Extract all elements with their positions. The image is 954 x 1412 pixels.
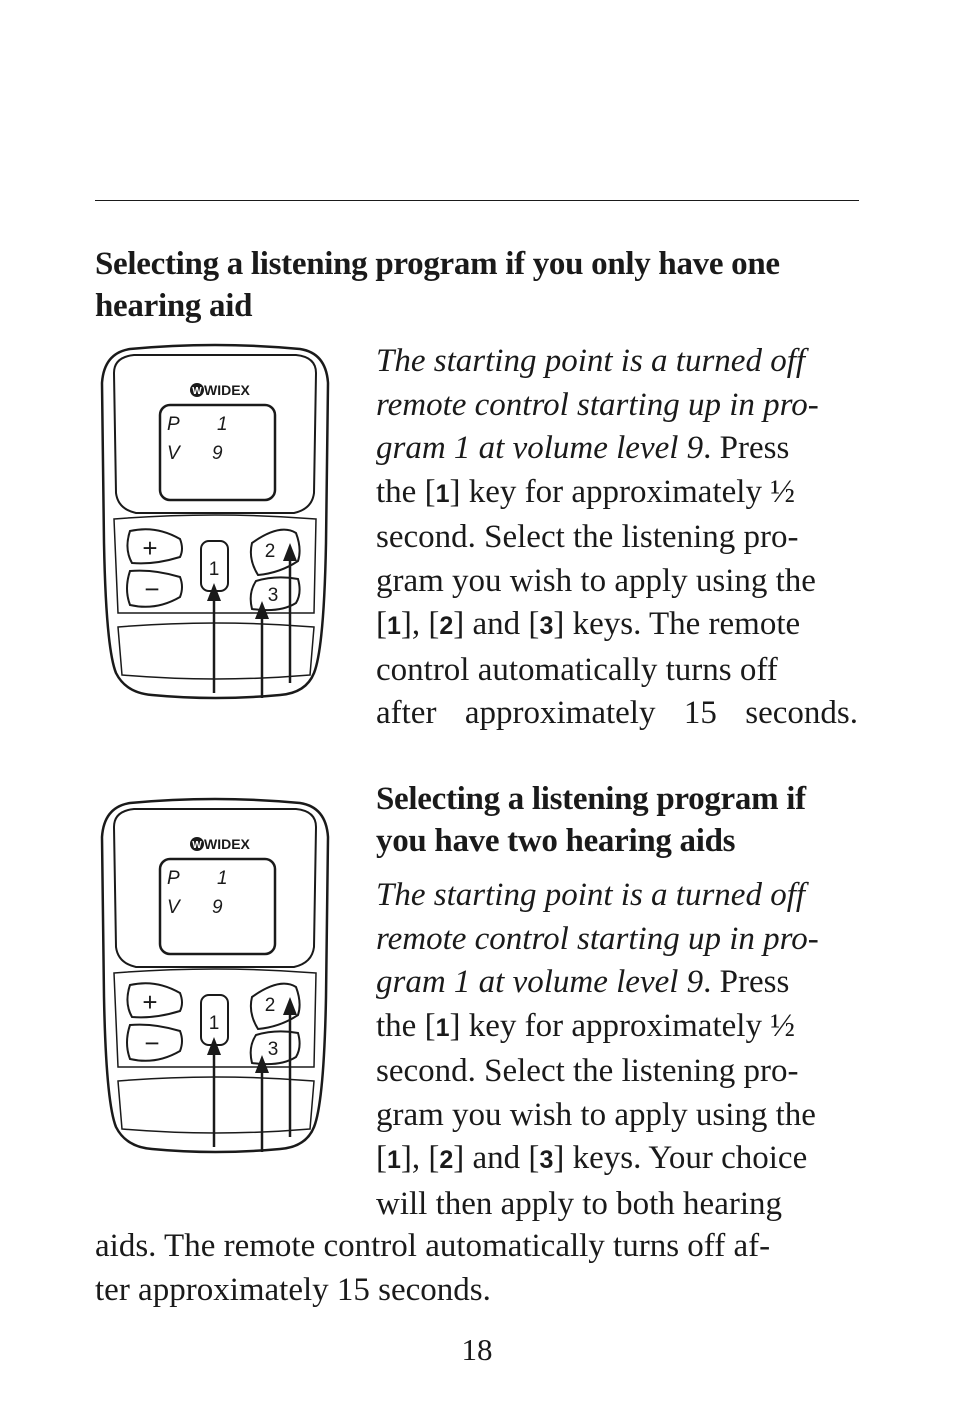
remote-control-illustration (100, 343, 332, 703)
svg-text:W: W (192, 386, 202, 397)
display-program-label: P (167, 414, 180, 435)
program-key-1-label: 1 (208, 559, 220, 580)
page-number: 18 (461, 1332, 493, 1367)
top-rule (95, 200, 859, 201)
program-key-2-label: 2 (264, 995, 276, 1016)
plus-key-label: + (142, 987, 158, 1017)
minus-key[interactable] (127, 1025, 182, 1061)
program-key-1-label: 1 (208, 1013, 220, 1034)
display-program-value: 1 (217, 414, 228, 435)
display-volume-value: 9 (212, 443, 223, 464)
display-volume-label: V (167, 443, 180, 464)
widex-logo (190, 836, 251, 852)
svg-text:W: W (192, 840, 202, 851)
brand-label: WIDEX (204, 382, 250, 398)
program-key-3-label: 3 (267, 1039, 279, 1060)
program-key-2-label: 2 (264, 541, 276, 562)
minus-key[interactable] (127, 571, 182, 607)
program-key-3[interactable] (251, 1031, 300, 1064)
minus-key-label: − (144, 574, 160, 604)
remote-control-illustration-2 (100, 797, 332, 1157)
display-volume-value: 9 (212, 897, 223, 918)
brand-label: WIDEX (204, 836, 250, 852)
section1-body: The starting point is a turned off remote control starting up in pro- gram 1 at volume level 9. Press the [1] key for approximately ½ second. Select the listening pro- gram you wish to apply using the [1], [2] and [3] keys. The remote control automatically turns off after approximately 15 seconds. (376, 343, 858, 731)
section1-heading: Selecting a listening program if you only have one hearing aid (95, 246, 780, 324)
section2-body-tail: aids. The remote control automatically turns off af- ter approximately 15 seconds. (95, 1228, 771, 1308)
display-volume-label: V (167, 897, 180, 918)
program-key-1[interactable] (201, 541, 228, 591)
section2-heading: Selecting a listening program if you have two hearing aids (376, 781, 806, 859)
display-program-label: P (167, 868, 180, 889)
plus-key-label: + (142, 533, 158, 563)
section2-body: The starting point is a turned off remote control starting up in pro- gram 1 at volume level 9. Press the [1] key for approximately ½ second. Select the listening pro- gram you wish to apply using the [1], [2] and [3] keys. Your choice will then apply to both hearing (376, 877, 819, 1222)
program-key-1[interactable] (201, 995, 228, 1045)
minus-key-label: − (144, 1028, 160, 1058)
program-key-3[interactable] (251, 577, 300, 610)
display-program-value: 1 (217, 868, 228, 889)
program-key-3-label: 3 (267, 585, 279, 606)
widex-logo (190, 382, 251, 398)
